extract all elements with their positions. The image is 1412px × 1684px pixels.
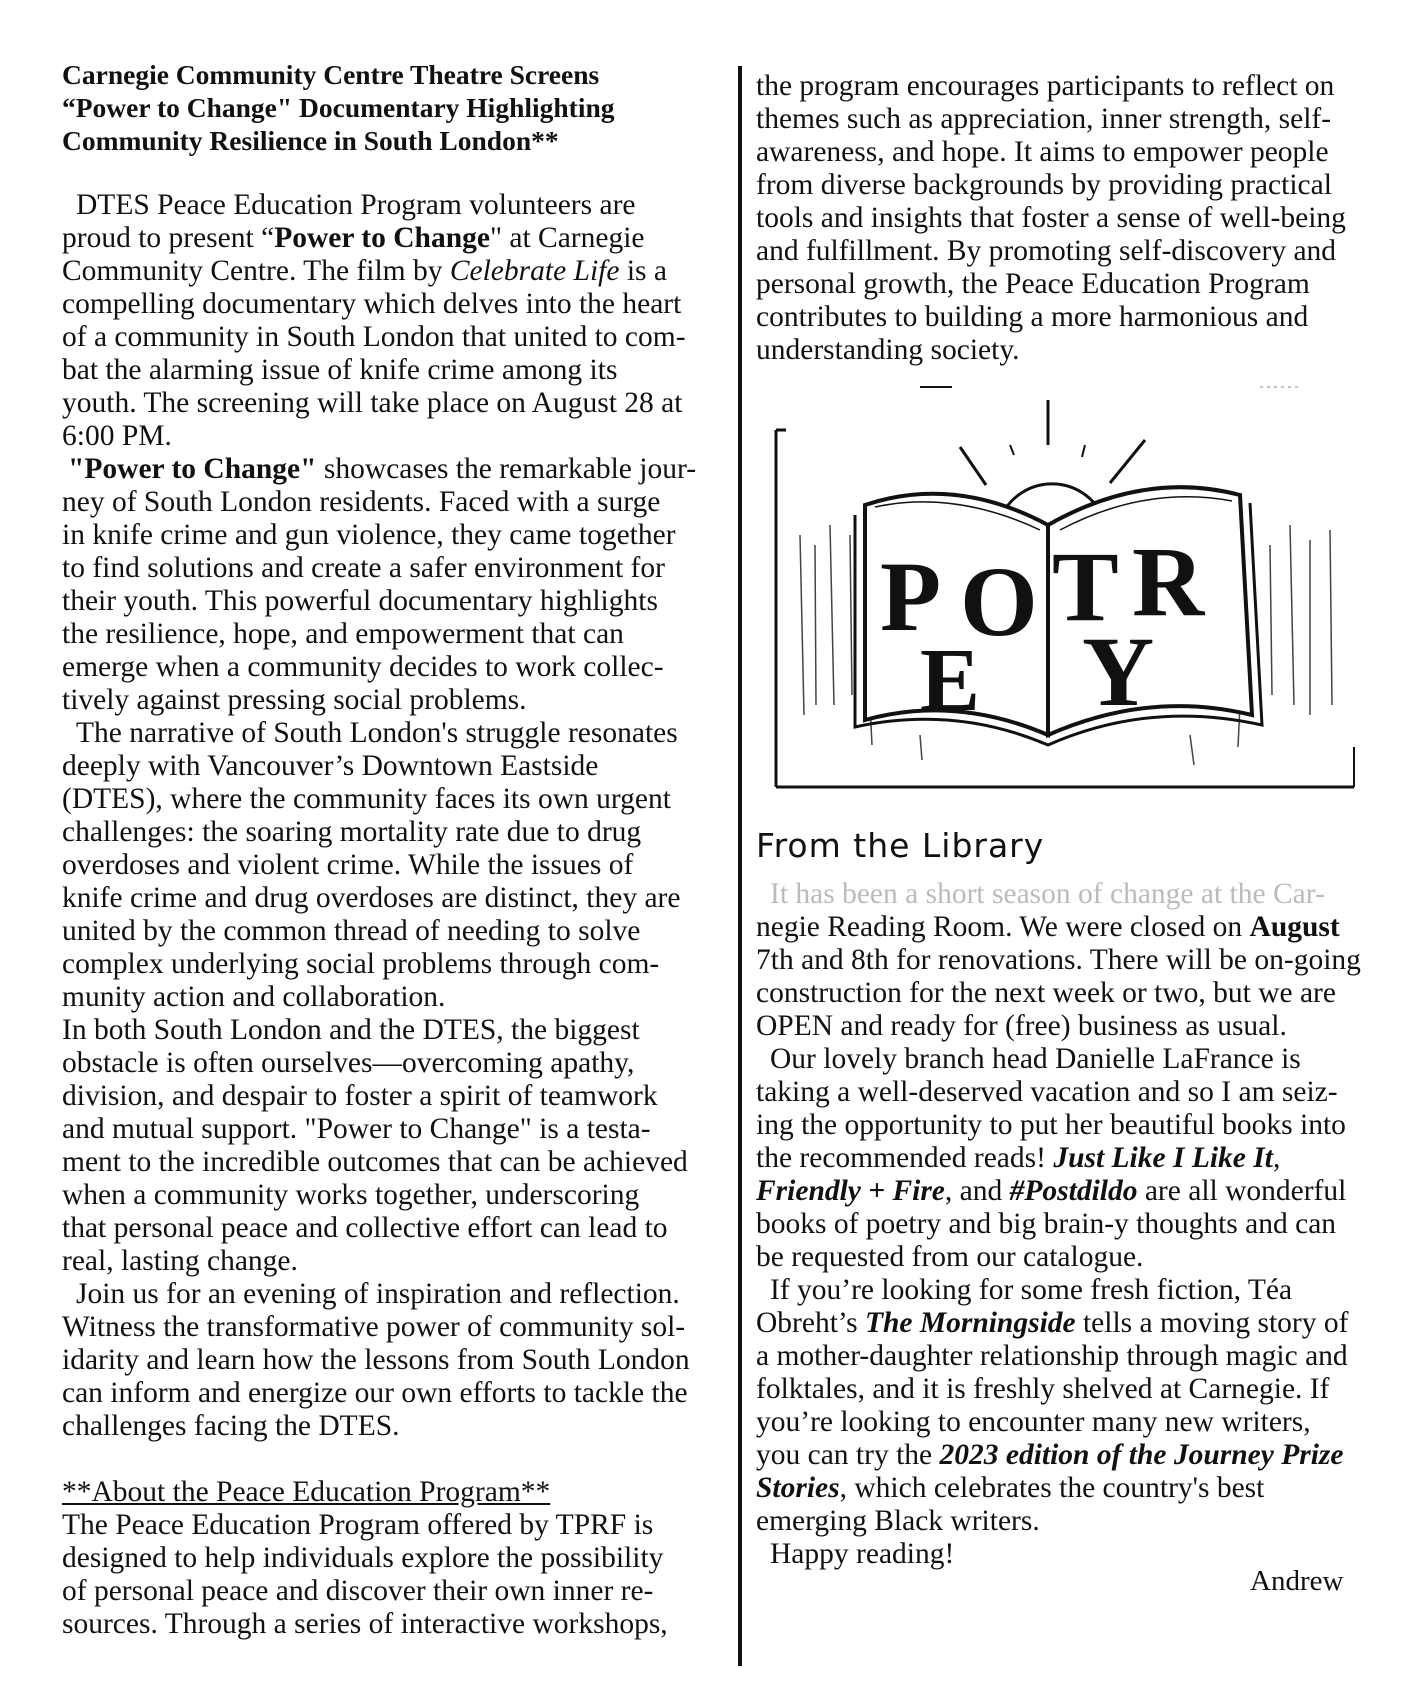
poetry-letter-e: E [920, 631, 981, 730]
library-closing: Happy reading! [770, 1538, 955, 1570]
paragraph-continued: the program encourages participants to reflect on themes such as appreciation, inner strength, self- awareness, and hope. It aims to empower people from diverse backgrounds by providing practical tools and insights that foster a sense of well-being and fulfillment. By promoting self-discovery and personal growth, the Peace Education Program contributes to building a more harmonious and understanding society. [756, 70, 1346, 366]
library-paragraph-fiction: If you’re looking for some fresh fiction, Téa Obreht’s The Morningside tells a moving story of a mother-daughter relationship through magic and folktales, and it is freshly shelved at Carnegie. If you’re looking to encounter many new writers, you can try the 2023 edition of the Journey Prize Stories, which celebrates the country's best emerging Black writers. [756, 1274, 1349, 1537]
article-headline: Carnegie Community Centre Theatre Screens “Power to Change" Documentary Highlighting Community Resilience in South London** [62, 59, 615, 156]
paragraph-join: Join us for an evening of inspiration and reflection. Witness the transformative power of community sol- idarity and learn how the lessons from South London can inform and energize our own efforts to tackle the challenges facing the DTES. [62, 1278, 690, 1442]
library-paragraph-renovation: It has been a short season of change at the Car- negie Reading Room. We were closed on August 7th and 8th for renovations. There will be on-going construction for the next week or two, but we are OPEN and ready for (free) business as usual. [756, 878, 1361, 1042]
paragraph-showcase: "Power to Change" showcases the remarkable jour- ney of South London residents. Faced with a surge in knife crime and gun violence, they came together to find solutions and create a safer environment for their youth. This powerful documentary highlights the resilience, hope, and empowerment that can emerge when a community decides to work collec- tively against pressing social problems. [62, 453, 697, 716]
paragraph-intro: DTES Peace Education Program volunteers are proud to present “Power to Change" at Carnegie Community Centre. The film by Celebrate Life is a compelling documentary which delves into the heart of a community in South London that united to com- bat the alarming issue of knife crime among its youth. The screening will take place on August 28 at 6:00 PM. [62, 189, 686, 452]
poetry-letter-y: Y [1082, 616, 1155, 727]
column-divider [738, 66, 742, 1666]
paragraph-narrative: The narrative of South London's struggle resonates deeply with Vancouver’s Downtown Eastside (DTES), where the community faces its own urgent challenges: the soaring mortality rate due to drug overdoses and violent crime. While the issues of knife crime and drug overdoses are distinct, they are united by the common thread of needing to solve complex underlying social problems through com- munity action and collaboration. [62, 717, 681, 1013]
continued-column [756, 70, 1384, 367]
poetry-letter-o: O [960, 546, 1038, 657]
about-section: **About the Peace Education Program** The Peace Education Program offered by TPRF is designed to help individuals explore the possibility of personal peace and discover their own inner re- sources. Through a series of interactive workshops, [62, 1476, 722, 1641]
about-heading: **About the Peace Education Program** [62, 1476, 551, 1508]
library-paragraph-recommendations: Our lovely branch head Danielle LaFrance is taking a well-deserved vacation and so I am seiz- ing the opportunity to put her beautiful books into the recommended reads! Just Like I Like It, Friendly + Fire, and #Postdildo are all wonderful books of poetry and big brain-y thoughts and can be requested from our catalogue. [756, 1043, 1347, 1273]
author-signature: Andrew [1250, 1565, 1344, 1597]
library-column [756, 878, 1384, 1571]
article-column [62, 58, 722, 1641]
poetry-book-illustration [770, 375, 1360, 795]
paragraph-both: In both South London and the DTES, the biggest obstacle is often ourselves—overcoming apathy, division, and despair to foster a spirit of teamwork and mutual support. "Power to Change" is a testa- ment to the incredible outcomes that can be achieved when a community works together, underscoring that personal peace and collective effort can lead to real, lasting change. [62, 1014, 688, 1277]
poetry-letter-r: R [1132, 526, 1205, 637]
library-heading: From the Library [756, 826, 1045, 865]
poetry-letter-t: T [1052, 531, 1119, 642]
poetry-letter-p: P [880, 541, 942, 652]
poetry-book-icon [770, 375, 1360, 795]
